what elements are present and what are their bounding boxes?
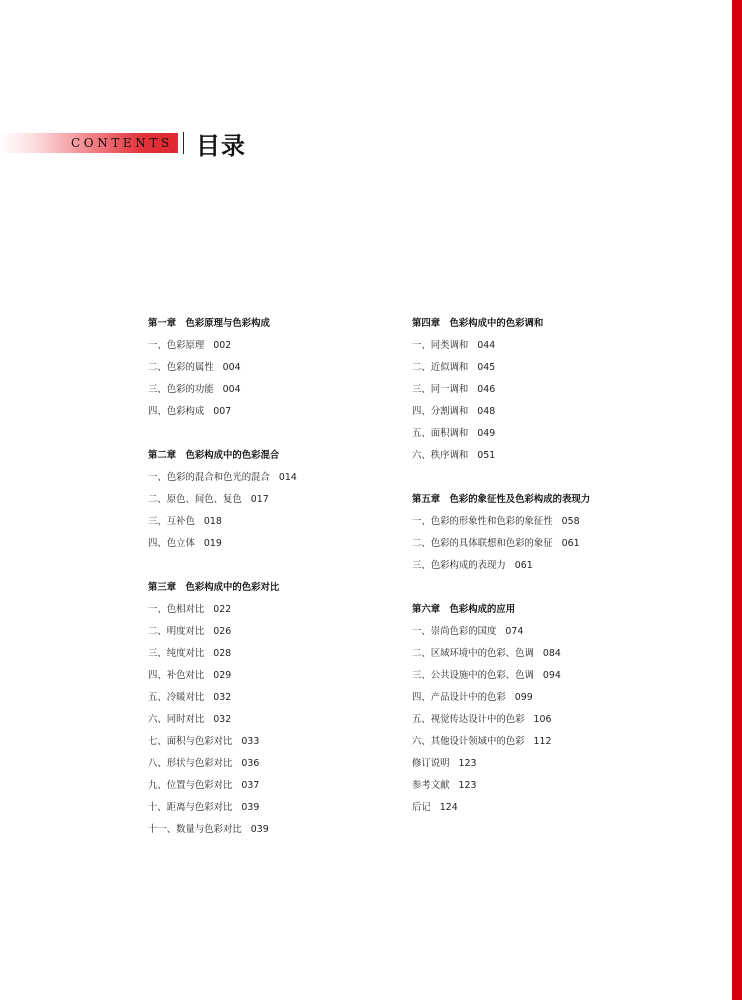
- entry-title: 二、明度对比: [148, 626, 205, 637]
- entry-page-number: 039: [250, 824, 269, 835]
- toc-entry: [412, 778, 652, 800]
- entry-title: 参考文献: [412, 780, 450, 791]
- entry-title: 六、秩序调和: [412, 450, 469, 461]
- entry-title: 后记: [412, 802, 431, 813]
- entry-title: 二、色彩的具体联想和色彩的象征: [412, 538, 553, 549]
- entry-title: 一、色彩原理: [148, 340, 205, 351]
- toc-spacer: [412, 580, 652, 602]
- entry-page-number: 026: [213, 626, 232, 637]
- toc-entry: [412, 800, 652, 822]
- entry-page-number: 014: [278, 472, 297, 483]
- entry-page-number: 002: [213, 340, 232, 351]
- entry-page-number: 032: [213, 692, 232, 703]
- toc-entry: [412, 558, 652, 580]
- entry-title: 十一、数量与色彩对比: [148, 824, 242, 835]
- entry-title: 五、视觉传达设计中的色彩: [412, 714, 525, 725]
- toc-entry: [412, 712, 652, 734]
- toc-entry: [412, 536, 652, 558]
- entry-page-number: 019: [203, 538, 222, 549]
- entry-title: 四、色立体: [148, 538, 195, 549]
- toc-entry: [412, 382, 652, 404]
- toc-entry: [148, 602, 388, 624]
- entry-page-number: 032: [213, 714, 232, 725]
- toc-entry: [148, 536, 388, 558]
- entry-title: 一、同类调和: [412, 340, 469, 351]
- toc-entry: [148, 470, 388, 492]
- entry-title: 三、色彩构成的表现力: [412, 560, 506, 571]
- entry-page-number: 123: [458, 758, 477, 769]
- entry-title: 一、色彩的形象性和色彩的象征性: [412, 516, 553, 527]
- toc-entry: [412, 646, 652, 668]
- toc-entry: [412, 448, 652, 470]
- toc-entry: [148, 800, 388, 822]
- entry-page-number: 018: [203, 516, 222, 527]
- toc-entry: [148, 338, 388, 360]
- entry-title: 二、原色、间色、复色: [148, 494, 242, 505]
- entry-title: 三、色彩的功能: [148, 384, 214, 395]
- toc-entry: [412, 624, 652, 646]
- entry-page-number: 106: [533, 714, 552, 725]
- entry-page-number: 017: [250, 494, 269, 505]
- entry-title: 九、位置与色彩对比: [148, 780, 233, 791]
- toc-chapter-heading: [148, 580, 388, 602]
- chapter-title: 第二章 色彩构成中的色彩混合: [148, 450, 280, 461]
- toc-right-column: [412, 316, 652, 822]
- toc-entry: [412, 360, 652, 382]
- entry-title: 一、崇尚色彩的国度: [412, 626, 497, 637]
- entry-page-number: 074: [505, 626, 524, 637]
- header-divider: [183, 132, 184, 154]
- entry-title: 六、其他设计领域中的色彩: [412, 736, 525, 747]
- chapter-title: 第一章 色彩原理与色彩构成: [148, 318, 270, 329]
- toc-entry: [412, 338, 652, 360]
- entry-page-number: 044: [477, 340, 496, 351]
- contents-label: CONTENTS: [71, 136, 173, 150]
- toc-entry: [148, 756, 388, 778]
- toc-left-column: [148, 316, 388, 844]
- toc-entry: [412, 404, 652, 426]
- toc-entry: [412, 756, 652, 778]
- entry-title: 二、色彩的属性: [148, 362, 214, 373]
- chapter-title: 第五章 色彩的象征性及色彩构成的表现力: [412, 494, 591, 505]
- entry-page-number: 112: [533, 736, 552, 747]
- entry-page-number: 033: [241, 736, 260, 747]
- entry-page-number: 037: [241, 780, 260, 791]
- entry-page-number: 058: [561, 516, 580, 527]
- toc-spacer: [148, 426, 388, 448]
- toc-entry: [412, 426, 652, 448]
- toc-entry: [148, 382, 388, 404]
- page-title: 目录: [196, 131, 246, 160]
- right-edge-accent-bar: [732, 0, 742, 1000]
- toc-entry: [148, 778, 388, 800]
- entry-title: 四、产品设计中的色彩: [412, 692, 506, 703]
- toc-spacer: [412, 470, 652, 492]
- entry-page-number: 039: [241, 802, 260, 813]
- toc-entry: [148, 624, 388, 646]
- entry-page-number: 036: [241, 758, 260, 769]
- chapter-title: 第六章 色彩构成的应用: [412, 604, 516, 615]
- entry-title: 八、形状与色彩对比: [148, 758, 233, 769]
- toc-entry: [412, 514, 652, 536]
- toc-chapter-heading: [412, 492, 652, 514]
- entry-page-number: 004: [222, 362, 241, 373]
- entry-page-number: 045: [477, 362, 496, 373]
- entry-page-number: 048: [477, 406, 496, 417]
- entry-title: 三、互补色: [148, 516, 195, 527]
- entry-title: 三、纯度对比: [148, 648, 205, 659]
- entry-page-number: 046: [477, 384, 496, 395]
- entry-page-number: 051: [477, 450, 496, 461]
- entry-page-number: 084: [542, 648, 561, 659]
- entry-page-number: 124: [439, 802, 458, 813]
- toc-entry: [148, 822, 388, 844]
- entry-title: 修订说明: [412, 758, 450, 769]
- entry-title: 二、区域环境中的色彩、色调: [412, 648, 534, 659]
- entry-title: 六、同时对比: [148, 714, 205, 725]
- chapter-title: 第四章 色彩构成中的色彩调和: [412, 318, 544, 329]
- entry-page-number: 049: [477, 428, 496, 439]
- entry-title: 七、面积与色彩对比: [148, 736, 233, 747]
- toc-spacer: [148, 558, 388, 580]
- entry-page-number: 061: [561, 538, 580, 549]
- entry-page-number: 099: [514, 692, 533, 703]
- entry-page-number: 123: [458, 780, 477, 791]
- entry-title: 一、色彩的混合和色光的混合: [148, 472, 270, 483]
- toc-entry: [148, 690, 388, 712]
- entry-title: 四、分割调和: [412, 406, 469, 417]
- toc-entry: [148, 360, 388, 382]
- entry-title: 五、面积调和: [412, 428, 469, 439]
- toc-entry: [148, 712, 388, 734]
- toc-entry: [148, 404, 388, 426]
- toc-chapter-heading: [412, 602, 652, 624]
- toc-entry: [412, 668, 652, 690]
- entry-title: 四、补色对比: [148, 670, 205, 681]
- entry-title: 十、距离与色彩对比: [148, 802, 233, 813]
- entry-page-number: 094: [542, 670, 561, 681]
- entry-title: 二、近似调和: [412, 362, 469, 373]
- toc-entry: [148, 514, 388, 536]
- entry-title: 一、色相对比: [148, 604, 205, 615]
- toc-entry: [148, 492, 388, 514]
- toc-entry: [412, 734, 652, 756]
- entry-title: 五、冷暖对比: [148, 692, 205, 703]
- toc-chapter-heading: [412, 316, 652, 338]
- toc-entry: [148, 646, 388, 668]
- entry-page-number: 022: [213, 604, 232, 615]
- entry-page-number: 004: [222, 384, 241, 395]
- toc-entry: [412, 690, 652, 712]
- entry-page-number: 061: [514, 560, 533, 571]
- entry-title: 四、色彩构成: [148, 406, 205, 417]
- entry-title: 三、公共设施中的色彩、色调: [412, 670, 534, 681]
- toc-chapter-heading: [148, 448, 388, 470]
- toc-entry: [148, 668, 388, 690]
- entry-page-number: 028: [213, 648, 232, 659]
- entry-page-number: 029: [213, 670, 232, 681]
- entry-page-number: 007: [213, 406, 232, 417]
- toc-chapter-heading: [148, 316, 388, 338]
- chapter-title: 第三章 色彩构成中的色彩对比: [148, 582, 280, 593]
- entry-title: 三、同一调和: [412, 384, 469, 395]
- toc-entry: [148, 734, 388, 756]
